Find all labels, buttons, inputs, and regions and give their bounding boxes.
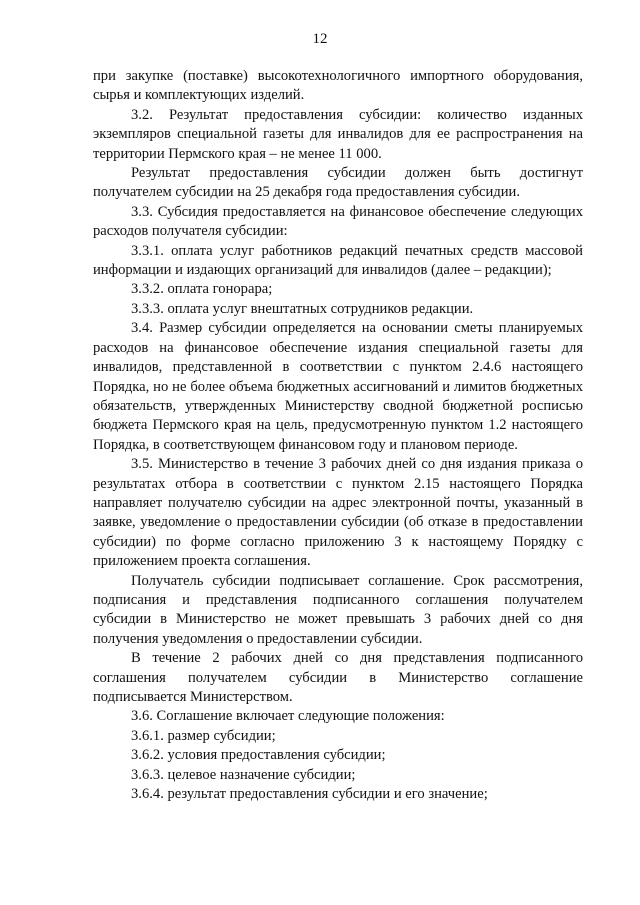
paragraph-3-3-3: 3.3.3. оплата услуг внештатных сотрудников редакции.	[131, 300, 474, 317]
paragraph-3-2: 3.2. Результат предоставления субсидии: количество изданных экземпляров специальной газеты для инвалидов для ее распространения на территории Пермского края – не менее 11 000.	[93, 106, 583, 162]
paragraph-3-6-4: 3.6.4. результат предоставления субсидии и его значение;	[131, 786, 488, 803]
paragraph-3-3: 3.3. Субсидия предоставляется на финансовое обеспечение следующих расходов получателя субсидии:	[93, 203, 583, 240]
paragraph-3-5-ministry: В течение 2 рабочих дней со дня представления подписанного соглашения получателем субсидии в Министерство соглашение подписывается Министерством.	[93, 650, 583, 705]
paragraph-3-3-1: 3.3.1. оплата услуг работников редакций печатных средств массовой информации и издающих организаций для инвалидов (далее – редакции);	[93, 242, 583, 279]
paragraph-3-6-1: 3.6.1. размер субсидии;	[131, 727, 276, 744]
document-body	[93, 67, 583, 804]
paragraph-3-6: 3.6. Соглашение включает следующие положения:	[131, 708, 445, 725]
paragraph-3-4: 3.4. Размер субсидии определяется на основании сметы планируемых расходов на финансовое обеспечение издания специальной газеты для инвалидов, представленной в соответствии с пунктом 2.4.6 настоящего Порядка, но не более объема бюджетных ассигнований и лимитов бюджетных обязательств, утвержденных Министерству сводной бюджетной росписью бюджета Пермского края на цель, предусмотренную пунктом 1.2 настоящего Порядка, в соответствующем финансовом году и плановом периоде.	[93, 320, 583, 453]
paragraph-continuation: при закупке (поставке) высокотехнологичного импортного оборудования, сырья и комплектующих изделий.	[93, 68, 583, 104]
paragraph-3-3-2: 3.3.2. оплата гонорара;	[131, 281, 273, 298]
paragraph-3-6-2: 3.6.2. условия предоставления субсидии;	[131, 747, 386, 764]
paragraph-3-5-signing: Получатель субсидии подписывает соглашение. Срок рассмотрения, подписания и представления подписанного соглашения получателем субсидии в Министерство не может превышать 3 рабочих дней со дня получения уведомления о предоставлении субсидии.	[93, 572, 583, 647]
paragraph-3-2-result: Результат предоставления субсидии должен быть достигнут получателем субсидии на 25 декабря года предоставления субсидии.	[93, 165, 583, 201]
paragraph-3-6-3: 3.6.3. целевое назначение субсидии;	[131, 766, 356, 783]
page-number: 12	[312, 31, 328, 47]
paragraph-3-5: 3.5. Министерство в течение 3 рабочих дней со дня издания приказа о результатах отбора в соответствии с пунктом 2.15 настоящего Порядка направляет получателю субсидии на адрес электронной почты, указанный в заявке, уведомление о предоставлении субсидии (об отказе в предоставлении субсидии) по форме согласно приложению 3 к настоящему Порядку с приложением проекта соглашения.	[93, 456, 583, 570]
